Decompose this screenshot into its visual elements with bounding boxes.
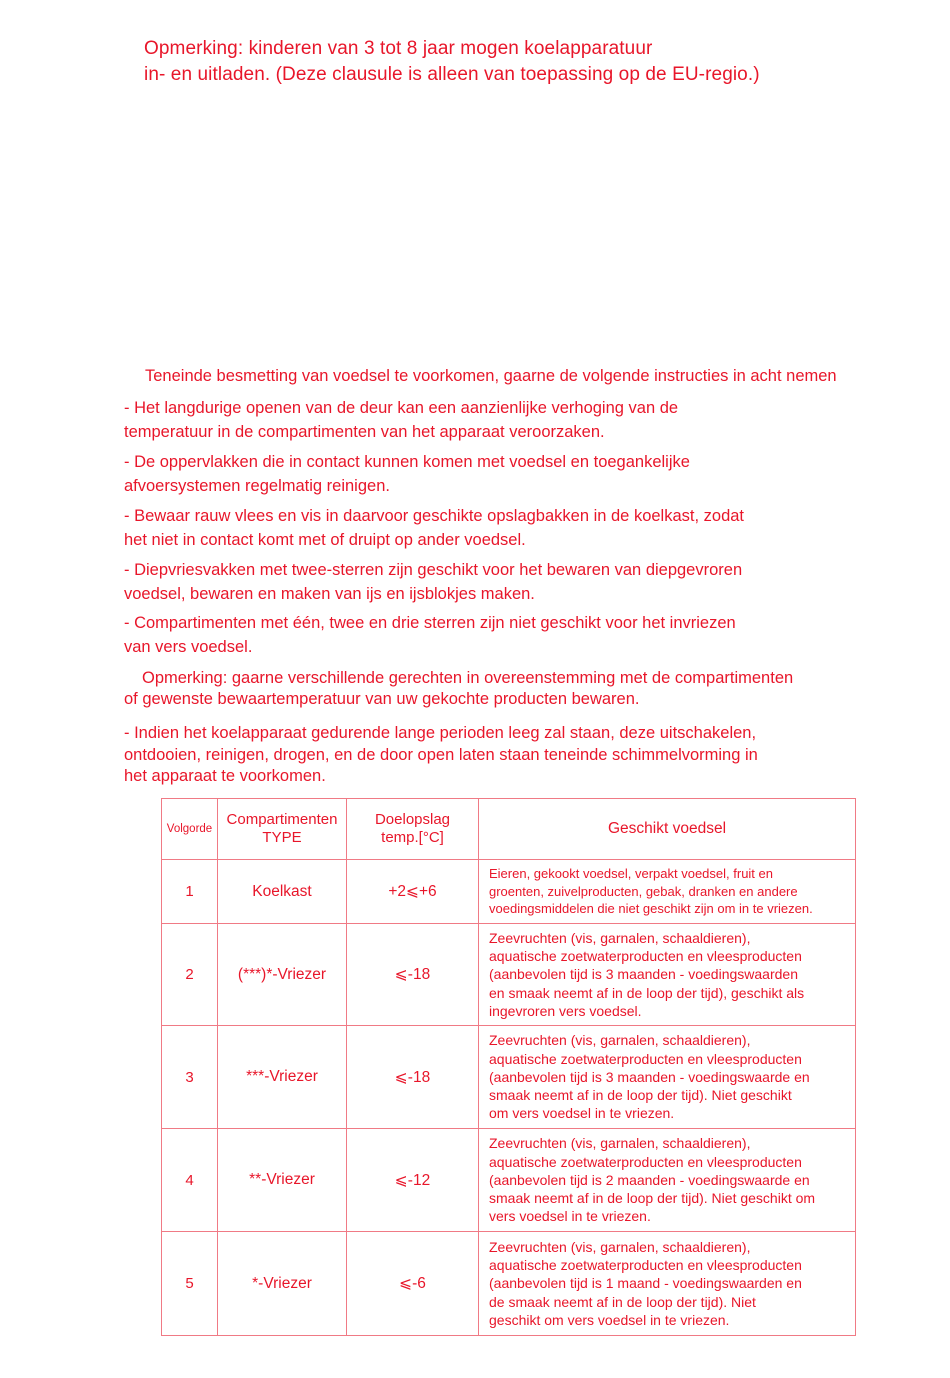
- header-type-line-2: TYPE: [262, 829, 302, 846]
- row-temp: ⩽-6: [347, 1232, 479, 1336]
- row-number: 2: [162, 924, 218, 1026]
- food-line: (aanbevolen tijd is 3 maanden - voedingswaarde en: [489, 1068, 810, 1085]
- row-type: Koelkast: [218, 860, 347, 924]
- row-type: ***-Vriezer: [218, 1026, 347, 1129]
- row-food: [479, 860, 856, 924]
- food-line: (aanbevolen tijd is 3 maanden - voedingswaarden: [489, 966, 798, 983]
- food-line: ingevroren vers voedsel.: [489, 1002, 642, 1019]
- food-line: Zeevruchten (vis, garnalen, schaaldieren),: [489, 929, 751, 946]
- instruction-1-line-1: - Het langdurige openen van de deur kan een aanzienlijke verhoging van de: [124, 399, 679, 417]
- food-line: de smaak neemt af in de loop der tijd). Niet: [489, 1293, 756, 1310]
- food-line: Zeevruchten (vis, garnalen, schaaldieren),: [489, 1032, 751, 1049]
- row-temp: ⩽-18: [347, 924, 479, 1026]
- header-temp: [347, 799, 479, 860]
- food-line: smaak neemt af in de loop der tijd). Niet geschikt: [489, 1087, 792, 1104]
- row-type: *-Vriezer: [218, 1232, 347, 1336]
- row-food: [479, 924, 856, 1026]
- food-line: aquatische zoetwaterproducten en vleesproducten: [489, 1153, 802, 1170]
- table-row: [162, 860, 856, 924]
- row-temp: +2⩽+6: [347, 860, 479, 924]
- top-note: [144, 36, 760, 88]
- warning-line-1: - Indien het koelapparaat gedurende lange perioden leeg zal staan, deze uitschakelen,: [124, 724, 757, 742]
- table-header-row: [162, 799, 856, 860]
- food-line: aquatische zoetwaterproducten en vleesproducten: [489, 1050, 802, 1067]
- row-number: 4: [162, 1129, 218, 1232]
- table-row: [162, 1026, 856, 1129]
- row-temp: ⩽-12: [347, 1129, 479, 1232]
- warning-line-3: het apparaat te voorkomen.: [124, 767, 326, 785]
- food-line: vers voedsel in te vriezen.: [489, 1208, 651, 1225]
- top-note-line-1: Opmerking: kinderen van 3 tot 8 jaar mogen koelapparatuur: [144, 38, 653, 59]
- header-order: Volgorde: [162, 799, 218, 860]
- compartment-table: [161, 798, 856, 1336]
- food-line: (aanbevolen tijd is 1 maand - voedingswaarden en: [489, 1275, 802, 1292]
- storage-note: [124, 668, 793, 710]
- header-type: [218, 799, 347, 860]
- food-line: aquatische zoetwaterproducten en vleesproducten: [489, 948, 802, 965]
- food-line: smaak neemt af in de loop der tijd). Niet geschikt om: [489, 1190, 816, 1207]
- food-line: geschikt om vers voedsel in te vriezen.: [489, 1311, 730, 1328]
- row-temp: ⩽-18: [347, 1026, 479, 1129]
- instruction-1-line-2: temperatuur in de compartimenten van het apparaat veroorzaken.: [124, 423, 605, 441]
- instruction-4: [124, 558, 742, 606]
- table-row: [162, 1129, 856, 1232]
- instruction-3: [124, 504, 744, 552]
- header-temp-line-1: Doelopslag: [374, 811, 451, 828]
- row-number: 1: [162, 860, 218, 924]
- instruction-2-line-1: - De oppervlakken die in contact kunnen komen met voedsel en toegankelijke: [124, 453, 690, 471]
- row-number: 3: [162, 1026, 218, 1129]
- table-row: [162, 924, 856, 1026]
- empty-appliance-warning: [124, 723, 758, 788]
- instruction-3-line-1: - Bewaar rauw vlees en vis in daarvoor geschikte opslagbakken in de koelkast, zodat: [124, 507, 745, 525]
- header-food: Geschikt voedsel: [479, 799, 856, 860]
- instruction-5-line-2: van vers voedsel.: [124, 638, 253, 656]
- instruction-1: [124, 396, 678, 444]
- food-line: aquatische zoetwaterproducten en vleesproducten: [489, 1257, 802, 1274]
- row-food: [479, 1026, 856, 1129]
- food-line: voedingsmiddelen die niet geschikt zijn om in te vriezen.: [489, 901, 813, 917]
- row-type: **-Vriezer: [218, 1129, 347, 1232]
- instruction-4-line-2: voedsel, bewaren en maken van ijs en ijsblokjes maken.: [124, 585, 535, 603]
- row-number: 5: [162, 1232, 218, 1336]
- header-temp-line-2: temp.[°C]: [381, 829, 444, 846]
- instruction-5-line-1: - Compartimenten met één, twee en drie sterren zijn niet geschikt voor het invriezen: [124, 614, 736, 632]
- instruction-2-line-2: afvoersystemen regelmatig reinigen.: [124, 477, 390, 495]
- row-food: [479, 1129, 856, 1232]
- storage-note-line-2: of gewenste bewaartemperatuur van uw gekochte producten bewaren.: [124, 690, 640, 708]
- table-row: [162, 1232, 856, 1336]
- intro-text: Teneinde besmetting van voedsel te voorkomen, gaarne de volgende instructies in acht nemen: [145, 367, 837, 385]
- storage-note-line-1: Opmerking: gaarne verschillende gerechten in overeenstemming met de compartimenten: [142, 669, 794, 687]
- food-line: Zeevruchten (vis, garnalen, schaaldieren),: [489, 1238, 751, 1255]
- food-line: om vers voedsel in te vriezen.: [489, 1105, 675, 1122]
- row-type: (***)*-Vriezer: [218, 924, 347, 1026]
- food-line: en smaak neemt af in de loop der tijd), geschikt als: [489, 984, 805, 1001]
- instruction-4-line-1: - Diepvriesvakken met twee-sterren zijn geschikt voor het bewaren van diepgevroren: [124, 561, 743, 579]
- food-line: Eieren, gekookt voedsel, verpakt voedsel, fruit en: [489, 866, 773, 882]
- instruction-2: [124, 450, 690, 498]
- food-line: (aanbevolen tijd is 2 maanden - voedingswaarde en: [489, 1171, 810, 1188]
- instruction-5: [124, 611, 736, 659]
- row-food: [479, 1232, 856, 1336]
- instruction-3-line-2: het niet in contact komt met of druipt op ander voedsel.: [124, 531, 526, 549]
- food-line: Zeevruchten (vis, garnalen, schaaldieren),: [489, 1135, 751, 1152]
- header-type-line-1: Compartimenten: [226, 811, 338, 828]
- warning-line-2: ontdooien, reinigen, drogen, en de door open laten staan teneinde schimmelvorming in: [124, 745, 758, 764]
- food-line: groenten, zuivelproducten, gebak, dranken en andere: [489, 883, 798, 899]
- top-note-line-2: in- en uitladen. (Deze clausule is alleen van toepassing op de EU-regio.): [144, 64, 760, 85]
